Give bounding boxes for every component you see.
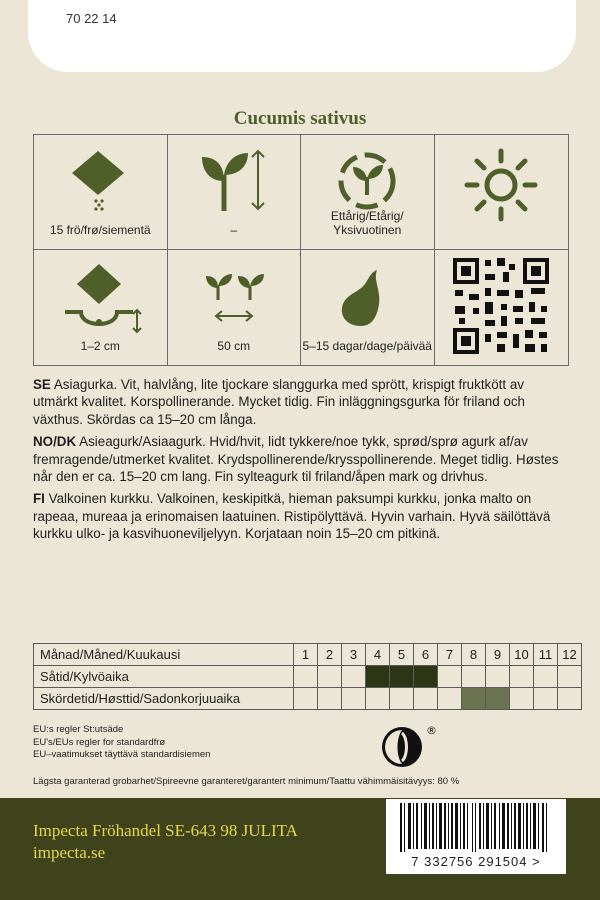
month-6: 6 — [414, 644, 438, 666]
harvest-month-11 — [534, 688, 558, 710]
life-cycle-cell — [301, 135, 435, 250]
harvest-month-3 — [342, 688, 366, 710]
harvest-month-4 — [366, 688, 390, 710]
regulation-fi: EU–vaatimukset täyttävä standardisiemen — [33, 749, 211, 760]
plant-spacing-label: 50 cm — [217, 339, 251, 353]
growing-calendar — [33, 643, 582, 710]
sowing-month-6 — [414, 666, 438, 688]
sowing-month-12 — [558, 666, 582, 688]
lang-code-fi: FI — [33, 491, 45, 507]
month-4: 4 — [366, 644, 390, 666]
article-number: 70 22 14 — [66, 11, 117, 26]
sowing-month-10 — [510, 666, 534, 688]
month-2: 2 — [318, 644, 342, 666]
calendar-header-row — [34, 644, 582, 666]
harvest-month-1 — [294, 688, 318, 710]
barcode-number: 7 332756 291504 > — [386, 852, 566, 874]
month-3: 3 — [342, 644, 366, 666]
regulation-se: EU:s regler St:utsäde — [33, 724, 124, 735]
germination-icon — [327, 260, 407, 330]
sowing-month-4 — [366, 666, 390, 688]
harvest-row — [34, 688, 582, 710]
harvest-month-9 — [486, 688, 510, 710]
sun-icon — [461, 145, 541, 225]
month-10: 10 — [510, 644, 534, 666]
description-block — [33, 376, 569, 548]
month-9: 9 — [486, 644, 510, 666]
description-se — [33, 376, 569, 428]
germination-cell — [301, 250, 435, 365]
regulation-nodk: EU's/EUs regler for standardfrø — [33, 736, 166, 748]
text-fi: Valkoinen kurkku. Valkoinen, keskipitkä, hieman paksumpi kurkku, jonka malto on rapeaa, mureaa ja erinomaisen laatuinen. Ristipölyttävä. Hyvin varhain. Hyvä säilöttävä kurkku ulko- ja kasvihuoneviljelyyn. Korjataan noin 15–20 cm pitkinä. — [33, 491, 551, 542]
species-name: Cucumis sativus — [233, 108, 367, 129]
harvest-month-8 — [462, 688, 486, 710]
germination-label: 5–15 dagar/dage/päivää — [302, 339, 432, 353]
month-1: 1 — [294, 644, 318, 666]
harvest-month-7 — [438, 688, 462, 710]
calendar-header-label: Månad/Måned/Kuukausi — [34, 644, 294, 666]
plant-height-label: – — [230, 223, 238, 237]
plant-height-cell — [168, 135, 302, 250]
sowing-month-9 — [486, 666, 510, 688]
sowing-depth-icon — [55, 260, 145, 340]
regulations — [33, 724, 210, 762]
sowing-month-7 — [438, 666, 462, 688]
plant-spacing-icon — [194, 260, 274, 330]
lang-code-nodk: NO/DK — [33, 434, 77, 450]
month-11: 11 — [534, 644, 558, 666]
company-address: Impecta Fröhandel SE-643 98 JULITA — [33, 821, 298, 840]
harvest-month-6 — [414, 688, 438, 710]
month-5: 5 — [390, 644, 414, 666]
harvest-month-12 — [558, 688, 582, 710]
plant-height-icon — [194, 145, 274, 215]
description-fi — [33, 490, 569, 542]
description-nodk — [33, 433, 569, 485]
company-info — [33, 820, 298, 864]
month-8: 8 — [462, 644, 486, 666]
sowing-month-8 — [462, 666, 486, 688]
sowing-row-label: Såtid/Kylvöaika — [34, 666, 294, 688]
text-nodk: Asieagurk/Asiaagurk. Hvid/hvit, lidt tykkere/noe tykk, sprød/sprø agurk af/av fremragende/utmerket kvalitet. Krydspollinerende/krysspollinerende. Meget tidlig. Høstes når den er ca. 15–20 cm lang. Fin sylteagurk til friland/åpen mark og drivhus. — [33, 434, 559, 485]
seed-count-cell — [34, 135, 168, 250]
month-7: 7 — [438, 644, 462, 666]
green-dot-recycling-icon — [378, 722, 438, 772]
seed-packet-icon — [60, 145, 140, 215]
company-website[interactable]: impecta.se — [33, 843, 106, 862]
sowing-row — [34, 666, 582, 688]
germination-guarantee: Lägsta garanterad grobarhet/Spireevne garanteret/garantert minimum/Taattu vähimmäisitävyys: 80 % — [33, 776, 460, 787]
lang-code-se: SE — [33, 377, 51, 392]
sowing-month-11 — [534, 666, 558, 688]
sowing-depth-label: 1–2 cm — [80, 339, 120, 353]
registered-mark: ® — [426, 724, 437, 737]
sowing-month-1 — [294, 666, 318, 688]
sowing-month-3 — [342, 666, 366, 688]
sowing-depth-cell — [34, 250, 168, 365]
qr-code-cell — [435, 250, 569, 365]
month-12: 12 — [558, 644, 582, 666]
sunlight-cell — [435, 135, 569, 250]
info-icon-grid — [33, 134, 569, 366]
harvest-month-5 — [390, 688, 414, 710]
sowing-month-5 — [390, 666, 414, 688]
harvest-row-label: Skördetid/Høsttid/Sadonkorjuuaika — [34, 688, 294, 710]
qr-code-icon[interactable] — [451, 256, 551, 356]
harvest-month-2 — [318, 688, 342, 710]
harvest-month-10 — [510, 688, 534, 710]
sowing-month-2 — [318, 666, 342, 688]
life-cycle-label: Ettårig/Etårig/ Yksivuotinen — [330, 209, 404, 237]
text-se: Asiagurka. Vit, halvlång, lite tjockare slanggurka med sprött, krispigt fruktkött av utmärkt kvalitet. Korspollinerande. Mycket tidig. Fin inläggningsgurka för friland och växthus. Skördas ca 15–20 cm långa. — [33, 377, 525, 427]
seed-count-label: 15 frö/frø/siementä — [49, 223, 151, 237]
plant-spacing-cell — [168, 250, 302, 365]
annual-cycle-icon — [327, 145, 407, 215]
